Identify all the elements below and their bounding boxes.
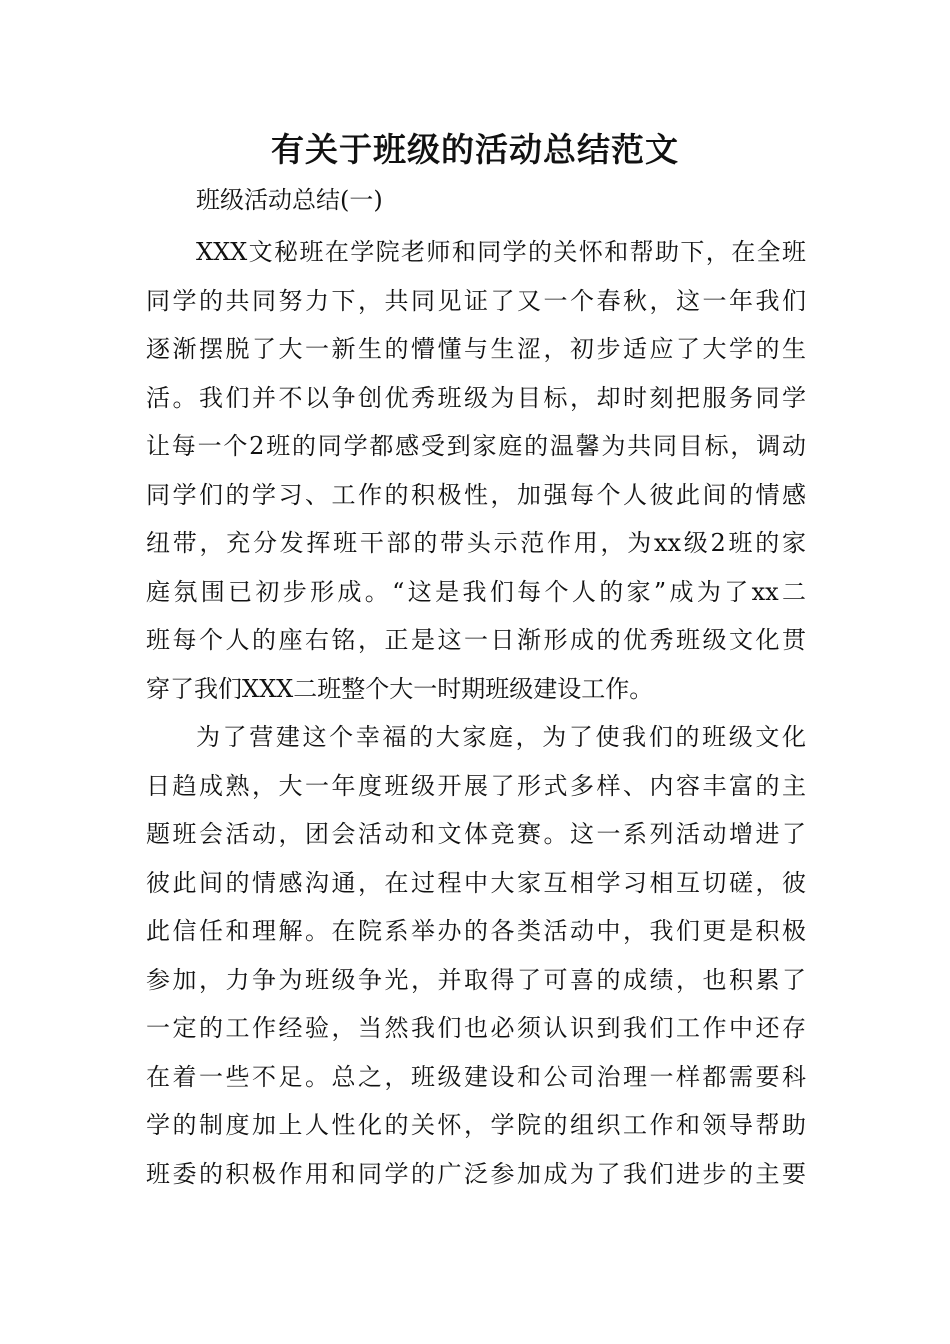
text-line: 在着一些不足。总之，班级建设和公司治理一样都需要科	[146, 1062, 806, 1091]
text-line: 彼此间的情感沟通，在过程中大家互相学习相互切磋，彼	[146, 868, 806, 897]
paragraph-1	[146, 228, 806, 713]
text-line: 逐渐摆脱了大一新生的懵懂与生涩，初步适应了大学的生	[146, 335, 806, 363]
text-line: XXX文秘班在学院老师和同学的关怀和帮助下，在全班	[196, 238, 806, 266]
text-line: 班每个人的座右铭，正是这一日渐形成的优秀班级文化贯	[146, 626, 806, 654]
text-line: 庭氛围已初步形成。“这是我们每个人的家”成为了xx二	[146, 577, 806, 606]
text-line: 参加，力争为班级争光，并取得了可喜的成绩，也积累了	[146, 965, 806, 994]
text-line: 让每一个2班的同学都感受到家庭的温馨为共同目标，调动	[146, 432, 806, 460]
text-line: 班委的积极作用和同学的广泛参加成为了我们进步的主要	[146, 1159, 806, 1188]
document-title: 有关于班级的活动总结范文	[271, 130, 679, 169]
text-line: 为了营建这个幸福的大家庭，为了使我们的班级文化	[196, 723, 806, 751]
document-body	[146, 228, 806, 1198]
text-line: 同学们的学习、工作的积极性，加强每个人彼此间的情感	[146, 480, 806, 509]
text-line: 穿了我们XXX二班整个大一时期班级建设工作。	[146, 674, 654, 703]
section-heading: 班级活动总结(一)	[196, 186, 383, 214]
paragraph-2	[146, 713, 806, 1198]
text-line: 同学的共同努力下，共同见证了又一个春秋，这一年我们	[146, 286, 806, 315]
text-line: 学的制度加上人性化的关怀，学院的组织工作和领导帮助	[146, 1111, 806, 1139]
text-line: 活。我们并不以争创优秀班级为目标，却时刻把服务同学	[146, 383, 806, 412]
text-line: 纽带，充分发挥班干部的带头示范作用，为xx级2班的家	[146, 529, 806, 557]
text-line: 题班会活动，团会活动和文体竞赛。这一系列活动增进了	[146, 820, 806, 848]
text-line: 日趋成熟，大一年度班级开展了形式多样、内容丰富的主	[146, 771, 806, 800]
text-line: 此信任和理解。在院系举办的各类活动中，我们更是积极	[146, 917, 806, 945]
text-line: 一定的工作经验，当然我们也必须认识到我们工作中还存	[146, 1014, 806, 1042]
